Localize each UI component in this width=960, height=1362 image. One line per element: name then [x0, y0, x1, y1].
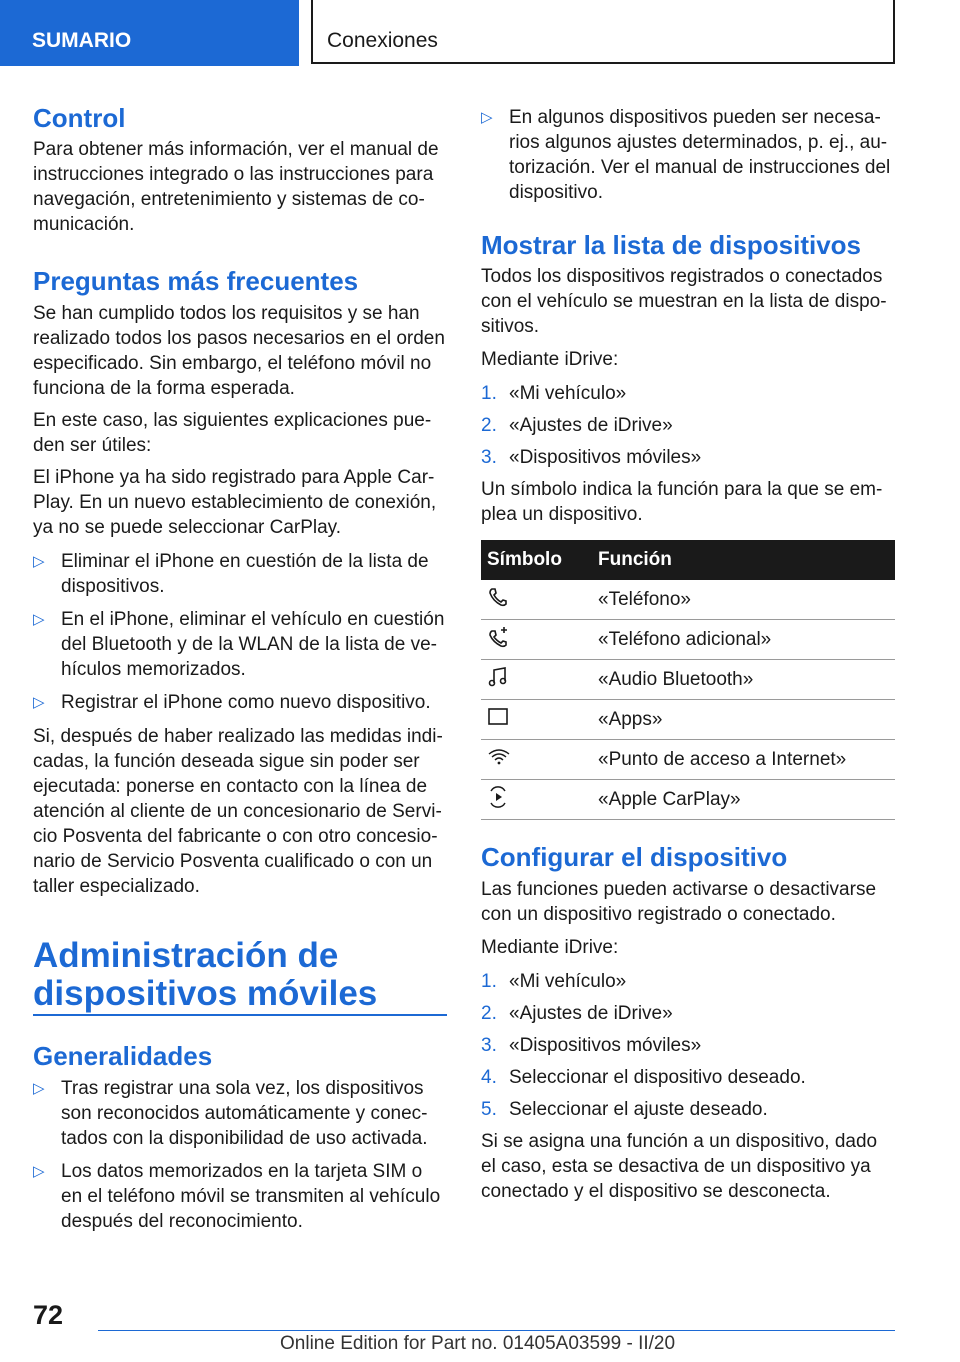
device-list-paragraph: Todos los dispositivos registrados o conectados con el vehículo se muestran en la lista de dispositivos.: [481, 266, 887, 337]
config-paragraph: Las funciones pueden activarse o desactivarse con un dispositivo registrado o conectado.: [481, 879, 877, 925]
config-via: Mediante iDrive:: [481, 937, 619, 958]
table-cell-function: «Audio Bluetooth»: [592, 660, 895, 700]
list-item: ▷ En el iPhone, eliminar el vehículo en cuestión del Bluetooth y de la WLAN de la lista de vehículos memorizados.: [33, 609, 445, 680]
list-item: 2. «Ajustes de iDrive»: [481, 415, 673, 436]
list-item: ▷ Eliminar el iPhone en cuestión de la lista de dispositivos.: [33, 551, 429, 597]
table-cell-function: «Apps»: [592, 700, 895, 740]
table-row: [481, 740, 895, 780]
column-header-function: Función: [592, 540, 895, 580]
device-list-heading: Mostrar la lista de dispositivos: [481, 230, 861, 260]
table-cell-function: «Apple CarPlay»: [592, 780, 895, 820]
list-item: 5. Seleccionar el ajuste deseado.: [481, 1099, 768, 1120]
list-item: 3. «Dispositivos móviles»: [481, 447, 702, 468]
wifi-hotspot-icon: [487, 746, 511, 768]
triangle-bullet-icon: ▷: [33, 1163, 45, 1180]
triangle-bullet-icon: ▷: [33, 694, 45, 711]
page-number: 72: [33, 1300, 64, 1330]
symbol-intro: Un símbolo indica la función para la que se emplea un dispositivo.: [481, 479, 883, 525]
device-list-steps: [481, 381, 895, 470]
table-header-row: [481, 540, 895, 580]
carplay-play-icon: [487, 786, 509, 808]
general-heading: Generalidades: [33, 1041, 213, 1071]
table-cell-function: «Teléfono adicional»: [592, 620, 895, 660]
footer-divider: [98, 1330, 895, 1331]
list-item: 4. Seleccionar el dispositivo deseado.: [481, 1067, 806, 1088]
list-item: 2. «Ajustes de iDrive»: [481, 1003, 673, 1024]
list-item: ▷ En algunos dispositivos pueden ser necesarios algunos ajustes determinados, p. ej., autorización. Ver el manual de instrucciones del dispositivo.: [481, 107, 891, 203]
device-list-via: Mediante iDrive:: [481, 349, 619, 370]
config-steps: [481, 969, 895, 1122]
list-item: 3. «Dispositivos móviles»: [481, 1035, 702, 1056]
triangle-bullet-icon: ▷: [33, 553, 45, 570]
music-note-icon: [487, 666, 509, 688]
table-row: [481, 580, 895, 620]
config-paragraph-2: Si se asigna una función a un dispositivo, dado el caso, esta se desactiva de un dispositivo ya conectado y el dispositivo se desconecta.: [481, 1131, 878, 1202]
symbol-table: [481, 540, 895, 820]
table-cell-function: «Punto de acceso a Internet»: [592, 740, 895, 780]
admin-heading: Administración de dispositivos móviles: [33, 936, 378, 1013]
faq-paragraph-3: El iPhone ya ha sido registrado para Apple CarPlay. En un nuevo establecimiento de conexión, ya no se puede seleccionar CarPlay.: [33, 467, 437, 538]
general-section: [33, 1041, 447, 1234]
phone-additional-icon: [487, 626, 509, 648]
triangle-bullet-icon: ▷: [481, 109, 493, 126]
triangle-bullet-icon: ▷: [33, 1080, 45, 1097]
faq-paragraph-1: Se han cumplido todos los requisitos y se han realizado todos los pasos necesarios en el orden especificado. Sin embargo, el teléfono móvil no funciona de la forma esperada.: [33, 303, 445, 399]
table-row: [481, 660, 895, 700]
list-item: ▷ Los datos memorizados en la tarjeta SIM o en el teléfono móvil se transmiten al vehículo después del reconocimiento.: [33, 1161, 441, 1232]
tab-sumario[interactable]: SUMARIO: [0, 0, 299, 66]
control-section: [33, 103, 447, 237]
config-section: [481, 842, 895, 1204]
control-heading: Control: [33, 103, 126, 133]
triangle-bullet-icon: ▷: [33, 611, 45, 628]
list-item: 1. «Mi vehículo»: [481, 971, 627, 992]
device-list-section: [481, 230, 895, 527]
list-item: ▷ Tras registrar una sola vez, los dispositivos son reconocidos automáticamente y conectados con la disponibilidad de uso activada.: [33, 1078, 428, 1149]
phone-icon: [487, 586, 509, 608]
general-bullet-list: [33, 1076, 447, 1234]
tab-section-conexiones[interactable]: Conexiones: [311, 0, 895, 64]
admin-heading-block: [33, 937, 447, 1013]
list-item: 1. «Mi vehículo»: [481, 383, 627, 404]
footer-edition: Online Edition for Part no. 01405A03599 - II/20: [280, 1333, 676, 1354]
faq-paragraph-4: Si, después de haber realizado las medidas indicadas, la función deseada sigue sin poder ser ejecutada: ponerse en contacto con la línea de atención al cliente de un concesionario de Servicio Posventa del fabricante o con otro concesionario de Servicio Posventa cualificado o con un taller especializado.: [33, 726, 443, 897]
config-heading: Configurar el dispositivo: [481, 842, 788, 872]
table-cell-function: «Teléfono»: [592, 580, 895, 620]
heading-divider: [33, 1014, 447, 1016]
apps-square-icon: [487, 706, 509, 728]
control-text: Para obtener más información, ver el manual de instrucciones integrado o las instrucciones para navegación, entretenimiento y sistemas de comunicación.: [33, 139, 439, 235]
list-item: ▷ Registrar el iPhone como nuevo dispositivo.: [33, 692, 431, 713]
table-row: [481, 780, 895, 820]
column-header-symbol: Símbolo: [481, 540, 592, 580]
table-row: [481, 620, 895, 660]
top-navigation: [0, 0, 960, 66]
faq-paragraph-2: En este caso, las siguientes explicaciones pueden ser útiles:: [33, 410, 432, 456]
faq-section: [33, 266, 447, 899]
table-row: [481, 700, 895, 740]
right-top-bullet: [481, 105, 895, 205]
faq-bullet-list: [33, 549, 447, 715]
faq-heading: Preguntas más frecuentes: [33, 266, 359, 296]
